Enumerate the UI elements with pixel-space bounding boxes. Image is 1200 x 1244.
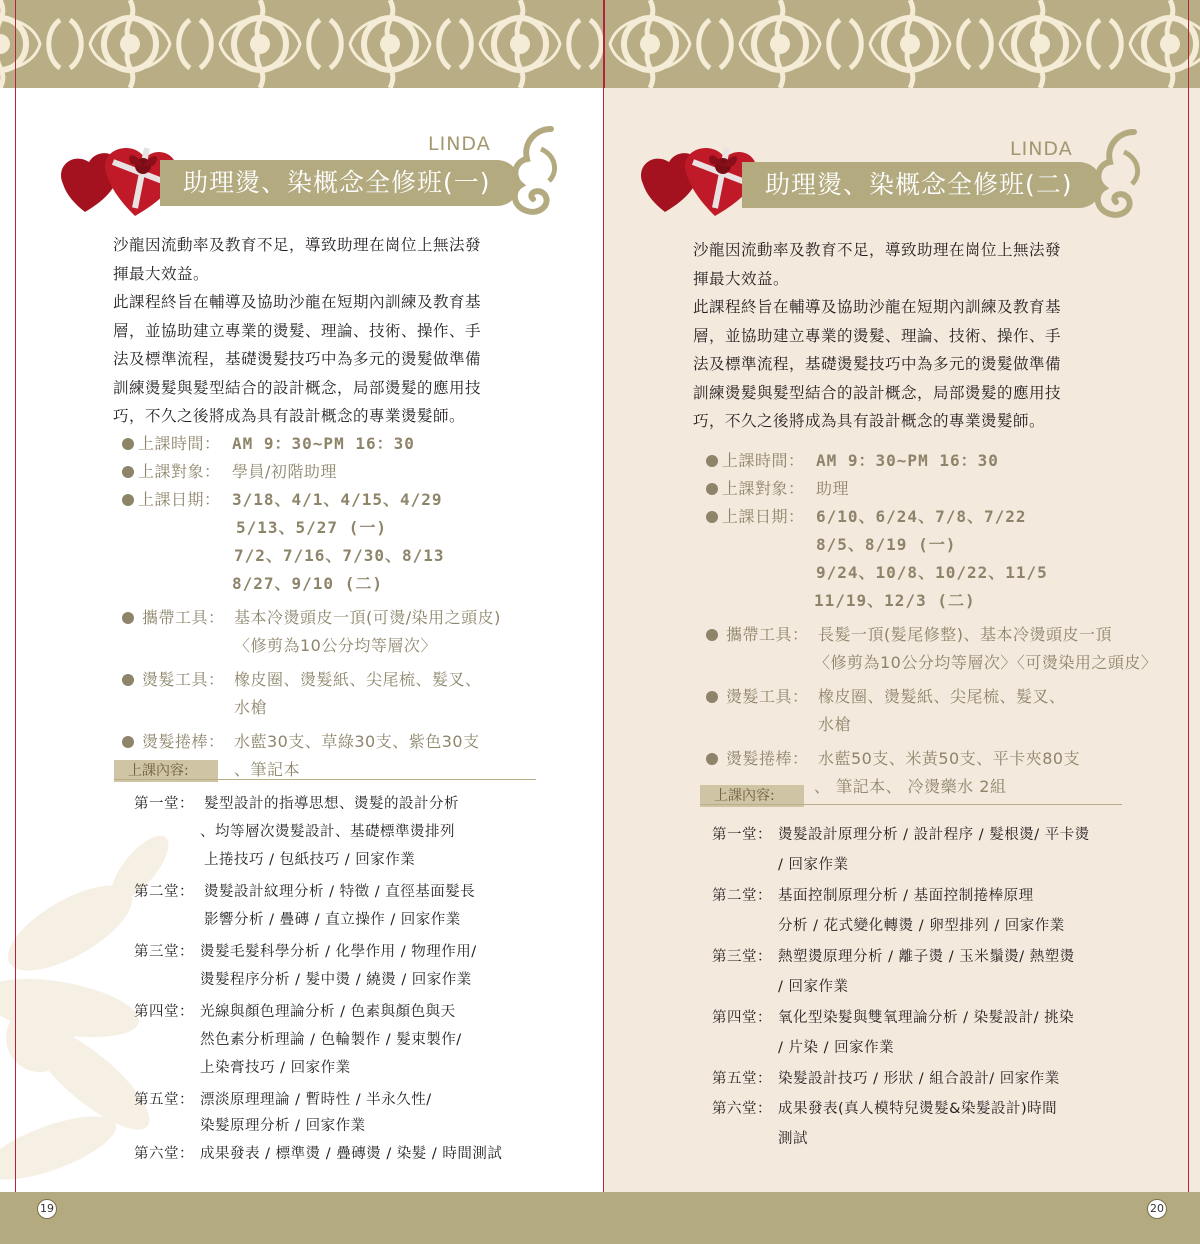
lesson-line: 然色素分析理論 / 色輪製作 / 髮束製作/ [200,1032,462,1048]
lesson-line: 燙髮毛髮科學分析 / 化學作用 / 物理作用/ [200,944,477,960]
class-time-row [122,430,562,458]
carry-tools-row [706,621,1146,649]
lesson-item-cont [134,820,564,848]
carry-tools-row-cont [122,632,562,660]
class-target-value: 學員/初階助理 [232,462,337,481]
carry-tools-row [122,604,562,632]
carry-tools-label: 攜帶工具： [142,608,225,627]
class-date-row-cont [706,531,1146,559]
course-title: 助理燙、染概念全修班(一) [183,168,491,197]
class-date-row-cont [706,587,1146,615]
content-divider [114,779,536,780]
perm-rods-label: 燙髮捲棒： [142,732,225,751]
page-number: 19 [37,1199,57,1219]
lesson-number: 第三堂： [712,949,772,965]
intro-line: 巧，不久之後將成為具有設計概念的專業燙髮師。 [113,407,466,425]
lesson-line: / 片染 / 回家作業 [778,1040,895,1056]
lesson-number: 第五堂： [712,1071,772,1087]
intro-line: 法及標準流程，基礎燙髮技巧中為多元的燙髮做準備 [693,355,1062,373]
intro-line: 巧，不久之後將成為具有設計概念的專業燙髮師。 [693,412,1046,430]
class-date-line: 6/10、6/24、7/8、7/22 [816,507,1027,526]
course-info [706,447,1158,801]
class-target-row [122,458,562,486]
bullet-icon [122,612,134,624]
perm-rods-line: 水藍30支、草綠30支、紫色30支 [234,732,480,751]
lesson-item [134,880,564,908]
lesson-line: 髮型設計的指導思想、燙髮的設計分析 [204,796,459,812]
perm-rods-line: 、 筆記本、 冷燙藥水 2組 [814,777,1007,796]
lesson-item-cont [134,1114,564,1142]
class-date-row [706,503,1146,531]
intro-line: 此課程終旨在輔導及協助沙龍在短期內訓練及教育基 [113,293,482,311]
carry-tools-line: 〈修剪為10公分均等層次〉〈可燙染用之頭皮〉 [814,653,1158,672]
lesson-line: 分析 / 花式變化轉燙 / 卵型排列 / 回家作業 [778,918,1065,934]
carry-tools-label: 攜帶工具： [726,625,809,644]
class-date-row [122,486,562,514]
class-date-label: 上課日期： [138,490,221,509]
damask-pattern [0,0,1200,88]
class-date-line: 8/5、8/19 (一) [816,535,957,554]
class-target-label: 上課對象： [722,479,805,498]
course-intro [113,231,543,431]
lesson-number: 第一堂： [712,827,772,843]
lesson-line: 、均等層次燙髮設計、基礎標準燙排列 [200,824,455,840]
lesson-item [712,945,1152,975]
page-number: 20 [1147,1199,1167,1219]
bullet-icon [706,455,718,467]
perm-rods-line: 水藍50支、米黃50支、平卡夾80支 [818,749,1081,768]
perm-rods-row [706,745,1146,773]
perm-tools-label: 燙髮工具： [726,687,809,706]
lesson-line: 上捲技巧 / 包紙技巧 / 回家作業 [204,852,416,868]
bullet-icon [122,466,134,478]
lesson-line: 成果發表(真人模特兒燙髮&染髮設計)時間 [778,1101,1058,1117]
lesson-number: 第五堂： [134,1092,194,1108]
lesson-item [712,1097,1152,1127]
lesson-item-cont [712,914,1152,945]
bullet-icon [706,753,718,765]
lesson-line: 漂淡原理理論 / 暫時性 / 半永久性/ [200,1092,432,1108]
class-date-row-cont [122,514,562,542]
lesson-item-cont [134,1056,564,1088]
lesson-item [134,1000,564,1028]
lesson-item-cont [712,1036,1152,1067]
lesson-item-cont [712,853,1152,884]
lesson-line: 燙髮設計原理分析 / 設計程序 / 髮根燙/ 平卡燙 [778,827,1090,843]
lesson-line: 燙髮程序分析 / 髮中燙 / 繞燙 / 回家作業 [200,972,472,988]
class-target-row [706,475,1146,503]
swirl-ornament-icon [1088,128,1148,223]
lesson-number: 第一堂： [134,796,194,812]
class-date-line: 7/2、7/16、7/30、8/13 [234,546,445,565]
carry-tools-line: 長髮一頂(髮尾修整)、基本冷燙頭皮一頂 [818,625,1112,644]
brand-name: LINDA [1010,138,1073,160]
lesson-line: 染髮設計技巧 / 形狀 / 組合設計/ 回家作業 [778,1071,1060,1087]
bullet-icon [122,736,134,748]
lesson-item [134,792,564,820]
class-date-line: 9/24、10/8、10/22、11/5 [816,563,1048,582]
lesson-line: 基面控制原理分析 / 基面控制捲棒原理 [778,888,1034,904]
lesson-line: 燙髮設計紋理分析 / 特徵 / 直徑基面髮長 [204,884,476,900]
lesson-line: 成果發表 / 標準燙 / 疊磚燙 / 染髮 / 時間測試 [200,1146,503,1162]
lesson-item [712,1006,1152,1036]
class-time-value: AM 9：30~PM 16：30 [816,451,999,470]
bullet-icon [706,483,718,495]
perm-tools-row [706,683,1146,711]
course-intro [693,236,1123,436]
intro-line: 層，並協助建立專業的燙髮、理論、技術、操作、手 [693,326,1062,345]
lesson-item-cont [134,968,564,1000]
content-heading: 上課內容: [114,760,218,782]
intro-line: 揮最大效益。 [693,269,790,288]
class-date-row-cont [122,542,562,570]
course-title: 助理燙、染概念全修班(二) [765,170,1073,199]
lesson-number: 第三堂： [134,944,194,960]
content-heading: 上課內容: [700,785,804,807]
carry-tools-row-cont [706,649,1158,677]
lesson-item-cont [134,848,564,880]
perm-tools-row-cont [122,694,562,722]
class-date-line: 11/19、12/3 (二) [814,591,976,610]
intro-line: 揮最大效益。 [113,264,210,283]
perm-tools-row-cont [706,711,1146,739]
bullet-icon [122,438,134,450]
bullet-icon [706,691,718,703]
lesson-number: 第二堂： [134,884,194,900]
swirl-ornament-icon [505,125,565,220]
class-time-row [706,447,1146,475]
carry-tools-line: 基本冷燙頭皮一頂(可燙/染用之頭皮) [234,608,501,627]
perm-tools-row [122,666,562,694]
lesson-line: / 回家作業 [778,979,849,995]
lesson-item [712,884,1152,914]
lesson-line: 上染膏技巧 / 回家作業 [200,1060,351,1076]
lesson-list [712,823,1152,1157]
lesson-item [134,940,564,968]
lesson-line: 染髮原理分析 / 回家作業 [200,1118,366,1134]
lesson-list [134,792,564,1170]
lesson-item [712,823,1152,853]
lesson-line: 氧化型染髮與雙氧理論分析 / 染髮設計/ 挑染 [778,1010,1075,1026]
intro-line: 法及標準流程，基礎燙髮技巧中為多元的燙髮做準備 [113,350,482,368]
intro-line: 此課程終旨在輔導及協助沙龍在短期內訓練及教育基 [693,298,1062,316]
lesson-number: 第六堂： [712,1101,772,1117]
class-date-row-cont [122,570,562,598]
lesson-line: 熱塑燙原理分析 / 離子燙 / 玉米鬚燙/ 熱塑燙 [778,949,1075,965]
perm-tools-line: 橡皮圈、燙髮紙、尖尾梳、髮叉、 [818,687,1066,706]
intro-line: 沙龍因流動率及教育不足，導致助理在崗位上無法發 [693,241,1062,259]
bullet-icon [122,674,134,686]
intro-line: 訓練燙髮與髮型結合的設計概念，局部燙髮的應用技 [693,383,1062,402]
perm-rods-row [122,728,562,756]
class-date-line: 5/13、5/27 (一) [236,518,387,537]
content-divider [700,804,1122,805]
class-date-line: 8/27、9/10 (二) [232,574,383,593]
perm-tools-line: 水槍 [234,698,268,717]
class-target-value: 助理 [816,479,850,498]
class-time-label: 上課時間： [138,434,221,453]
class-target-label: 上課對象： [138,462,221,481]
carry-tools-line: 〈修剪為10公分均等層次〉 [234,636,437,655]
intro-line: 訓練燙髮與髮型結合的設計概念，局部燙髮的應用技 [113,378,482,397]
lesson-number: 第四堂： [712,1010,772,1026]
perm-tools-line: 水槍 [818,715,852,734]
perm-rods-label: 燙髮捲棒： [726,749,809,768]
bullet-icon [706,511,718,523]
lesson-number: 第六堂： [134,1146,194,1162]
lesson-item-cont [712,1127,1152,1157]
lesson-item-cont [134,1028,564,1056]
brand-name: LINDA [428,133,491,155]
intro-line: 層，並協助建立專業的燙髮、理論、技術、操作、手 [113,321,482,340]
class-date-label: 上課日期： [722,507,805,526]
lesson-number: 第四堂： [134,1004,194,1020]
perm-tools-line: 橡皮圈、燙髮紙、尖尾梳、髮叉、 [234,670,482,689]
lesson-line: / 回家作業 [778,857,849,873]
course-info [122,430,562,784]
class-time-value: AM 9：30~PM 16：30 [232,434,415,453]
class-date-row-cont [706,559,1146,587]
bullet-icon [706,629,718,641]
perm-tools-label: 燙髮工具： [142,670,225,689]
lesson-number: 第二堂： [712,888,772,904]
bullet-icon [122,494,134,506]
footer-band [0,1192,1200,1244]
lesson-line: 影響分析 / 疊磚 / 直立操作 / 回家作業 [204,912,461,928]
lesson-item-cont [712,975,1152,1006]
ornamental-header-band [0,0,1200,88]
lesson-item [134,1142,564,1170]
lesson-line: 光線與顏色理論分析 / 色素與顏色與天 [200,1004,456,1020]
class-time-label: 上課時間： [722,451,805,470]
lesson-line: 測試 [778,1131,808,1147]
intro-line: 沙龍因流動率及教育不足，導致助理在崗位上無法發 [113,236,482,254]
lesson-item-cont [134,908,564,940]
perm-rods-line: 、筆記本 [234,760,301,779]
lesson-item [712,1067,1152,1097]
class-date-line: 3/18、4/1、4/15、4/29 [232,490,443,509]
lesson-item [134,1088,564,1114]
